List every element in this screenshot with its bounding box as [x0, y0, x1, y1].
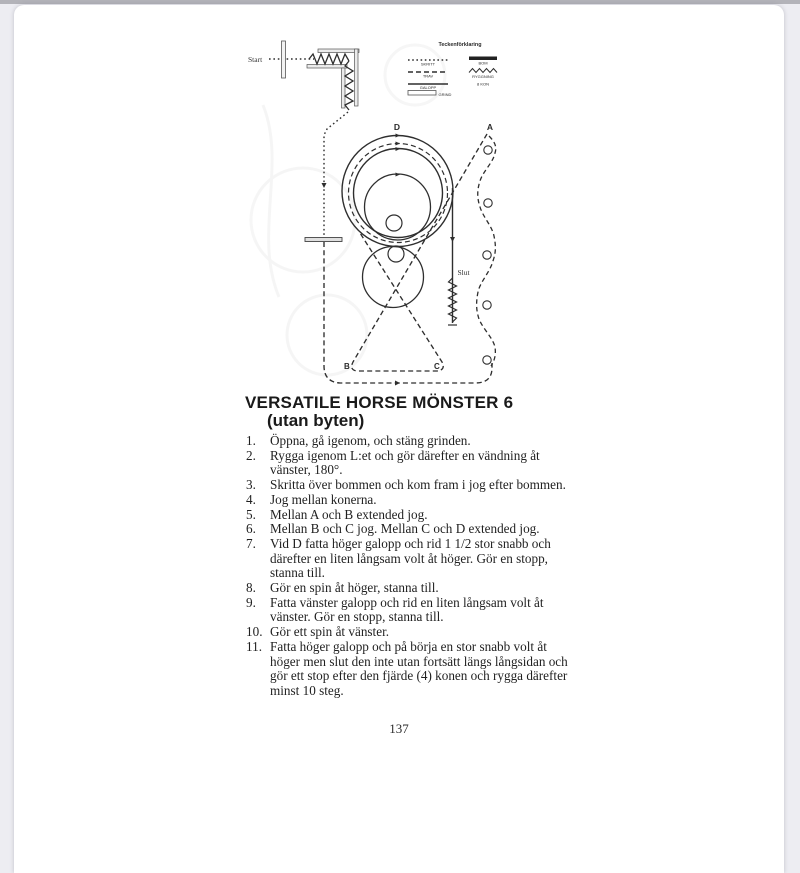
instruction-item: [245, 434, 579, 449]
instruction-list: [245, 434, 579, 699]
instruction-item: [245, 478, 579, 493]
marker-a-label: A: [486, 122, 494, 132]
step-number: 11.: [246, 638, 262, 654]
step-number: 1.: [246, 433, 256, 448]
step-number: 2.: [246, 447, 256, 463]
pattern-diagram: [245, 35, 525, 397]
pattern-diagram-svg: [245, 35, 525, 397]
legend-bom-icon: [469, 57, 497, 61]
step-text: Gör ett spin åt vänster.: [270, 624, 390, 640]
step-text: Fatta vänster galopp och rid en liten långsam volt åt vänster. Gör en stopp, stanna till.: [270, 594, 544, 625]
cone-markers: [483, 146, 492, 364]
step-text: Gör en spin åt höger, stanna till.: [270, 580, 439, 596]
slut-label: Slut: [457, 268, 470, 277]
document-page: [14, 5, 784, 873]
step-number: 7.: [246, 535, 256, 551]
step-number: 10.: [246, 624, 263, 640]
bom-pole-symbol: [305, 238, 342, 242]
step-text: Mellan A och B extended jog.: [270, 506, 428, 522]
legend-gate-label: GRIND: [438, 92, 452, 97]
direction-arrow: [322, 183, 327, 188]
legend-backing-zigzag-icon: [469, 69, 497, 73]
instruction-item: [245, 522, 579, 537]
diagonal-jog-paths: [352, 134, 487, 371]
page-title: VERSATILE HORSE MÖNSTER 6: [245, 393, 514, 412]
instruction-item: [245, 596, 579, 625]
step-number: 3.: [246, 477, 256, 493]
legend: [408, 42, 497, 97]
legend-trot-label: TRAV: [422, 73, 434, 79]
page-number: 137: [389, 721, 409, 736]
instruction-item: [245, 640, 579, 699]
step-text: Fatta höger galopp och på börja en stor snabb volt åt höger men slut den inte utan fortsätt längs långsidan och gör ett stop efter den fjärde (4) konen och rygga därefter minst 10 steg.: [270, 638, 568, 698]
instruction-item: [245, 508, 579, 523]
legend-canter-label: GALOPP: [419, 85, 437, 90]
instruction-item: [245, 625, 579, 640]
legend-backing-label: RYGGNING: [472, 74, 494, 79]
gate-symbol: [282, 41, 286, 78]
step-text: Vid D fatta höger galopp och rid 1 1/2 stor snabb och därefter en liten långsam volt åt höger. Gör en stopp, stanna till.: [270, 535, 551, 581]
step-text: Mellan B och C jog. Mellan C och D extended jog.: [270, 521, 540, 537]
step-number: 6.: [246, 521, 256, 537]
marker-b-label: B: [344, 362, 350, 371]
marker-d-label: D: [393, 122, 401, 132]
step-number: 9.: [246, 594, 256, 610]
legend-cones-label: 8 KON: [476, 81, 490, 87]
instruction-item: [245, 537, 579, 581]
step-number: 5.: [246, 506, 256, 522]
page-subtitle: (utan byten): [267, 411, 365, 430]
step-number: 8.: [246, 580, 256, 596]
circle-top-ticks: [396, 134, 401, 177]
step-text: Skritta över bommen och kom fram i jog efter bommen.: [270, 477, 566, 493]
instruction-item: [245, 581, 579, 596]
legend-gate-icon: [408, 91, 436, 96]
screen-top-bar: [0, 0, 800, 4]
direction-arrow: [395, 381, 400, 386]
lower-circle: [363, 247, 424, 308]
backing-zigzag-horizontal: [309, 54, 349, 64]
direction-arrow: [450, 237, 455, 242]
volte-middle-circle: [354, 149, 443, 238]
legend-walk-label: SKRITT: [420, 61, 436, 67]
marker-c-label: C: [434, 362, 440, 371]
step-text: Rygga igenom L:et och gör därefter en vändning åt vänster, 180°.: [270, 447, 540, 478]
step-text: Jog mellan konerna.: [270, 491, 377, 507]
instruction-item: [245, 449, 579, 478]
legend-title: Teckenförklaring: [438, 42, 482, 48]
step-number: 4.: [246, 491, 256, 507]
start-label: Start: [248, 55, 263, 64]
finish-backing-zigzag: [449, 278, 457, 322]
spin-circle-top: [386, 215, 402, 231]
instructions-section: [245, 394, 579, 699]
instruction-item: [245, 493, 579, 508]
step-text: Öppna, gå igenom, och stäng grinden.: [270, 433, 471, 448]
legend-bom-label: BOM: [478, 60, 488, 66]
